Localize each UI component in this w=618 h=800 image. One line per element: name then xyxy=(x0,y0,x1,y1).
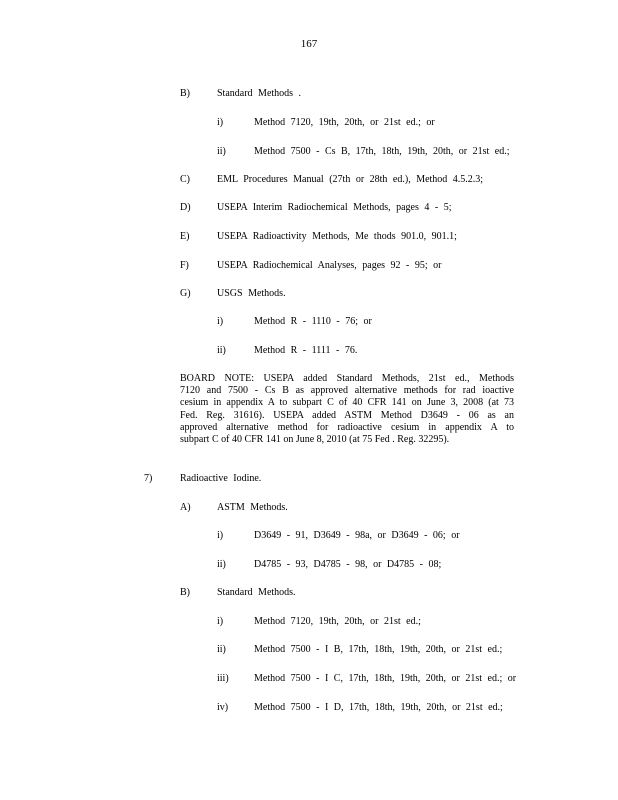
item-text: Method 7120, 19th, 20th, or 21st ed.; or xyxy=(254,117,435,128)
item-label: E) xyxy=(180,231,190,242)
item-text: USEPA Radioactivity Methods, Me thods 901.0, 901.1; xyxy=(217,231,457,242)
item-text: Method 7500 - Cs B, 17th, 18th, 19th, 20th, or 21st ed.; xyxy=(254,146,510,157)
board-note-line: cesium in appendix A to subpart C of 40 CFR 141 on June 3, 2008 (at 73 xyxy=(180,397,514,409)
item-label: D) xyxy=(180,202,191,213)
item-label: B) xyxy=(180,587,190,598)
item-label: i) xyxy=(217,530,224,541)
item-text: EML Procedures Manual (27th or 28th ed.), Method 4.5.2.3; xyxy=(217,174,484,185)
item-label: A) xyxy=(180,502,191,513)
item-label: i) xyxy=(217,616,224,627)
item-text: Method 7500 - I B, 17th, 18th, 19th, 20th, or 21st ed.; xyxy=(254,644,503,655)
item-text: Method R - 1110 - 76; or xyxy=(254,316,372,327)
item-text: Standard Methods. xyxy=(217,587,296,598)
board-note-line: Fed. Reg. 31616). USEPA added ASTM Method D3649 - 06 as an xyxy=(180,409,514,421)
item-text: USGS Methods. xyxy=(217,288,286,299)
item-label: F) xyxy=(180,260,189,271)
item-text: USEPA Interim Radiochemical Methods, pages 4 - 5; xyxy=(217,202,452,213)
item-text: Method 7500 - I C, 17th, 18th, 19th, 20th, or 21st ed.; or xyxy=(254,673,517,684)
item-label: ii) xyxy=(217,644,226,655)
item-label: G) xyxy=(180,288,191,299)
item-label: iii) xyxy=(217,673,229,684)
item-text: D4785 - 93, D4785 - 98, or D4785 - 08; xyxy=(254,559,442,570)
item-label: i) xyxy=(217,117,224,128)
item-label: i) xyxy=(217,316,224,327)
item-label: B) xyxy=(180,88,190,99)
item-label: ii) xyxy=(217,345,226,356)
item-text: USEPA Radiochemical Analyses, pages 92 - 95; or xyxy=(217,260,442,271)
item-text: Method R - 1111 - 76. xyxy=(254,345,358,356)
item-label: ii) xyxy=(217,559,226,570)
item-text: Standard Methods . xyxy=(217,88,302,99)
item-text: D3649 - 91, D3649 - 98a, or D3649 - 06; or xyxy=(254,530,460,541)
board-note xyxy=(180,373,514,446)
item-text: Method 7120, 19th, 20th, or 21st ed.; xyxy=(254,616,421,627)
item-label: C) xyxy=(180,174,190,185)
board-note-line: approved alternative method for radioactive cesium in appendix A to xyxy=(180,421,514,433)
page-number: 167 xyxy=(300,38,318,50)
item-text: Method 7500 - I D, 17th, 18th, 19th, 20th, or 21st ed.; xyxy=(254,702,503,713)
item-text: ASTM Methods. xyxy=(217,502,288,513)
item-label: 7) xyxy=(144,473,153,484)
board-note-line: 7120 and 7500 - Cs B as approved alternative methods for rad ioactive xyxy=(180,385,514,397)
item-label: ii) xyxy=(217,146,226,157)
item-text: Radioactive Iodine. xyxy=(180,473,262,484)
board-note-line: BOARD NOTE: USEPA added Standard Methods, 21st ed., Methods xyxy=(180,373,514,384)
board-note-line: subpart C of 40 CFR 141 on June 8, 2010 (at 75 Fed . Reg. 32295). xyxy=(180,434,450,446)
item-label: iv) xyxy=(217,702,229,713)
